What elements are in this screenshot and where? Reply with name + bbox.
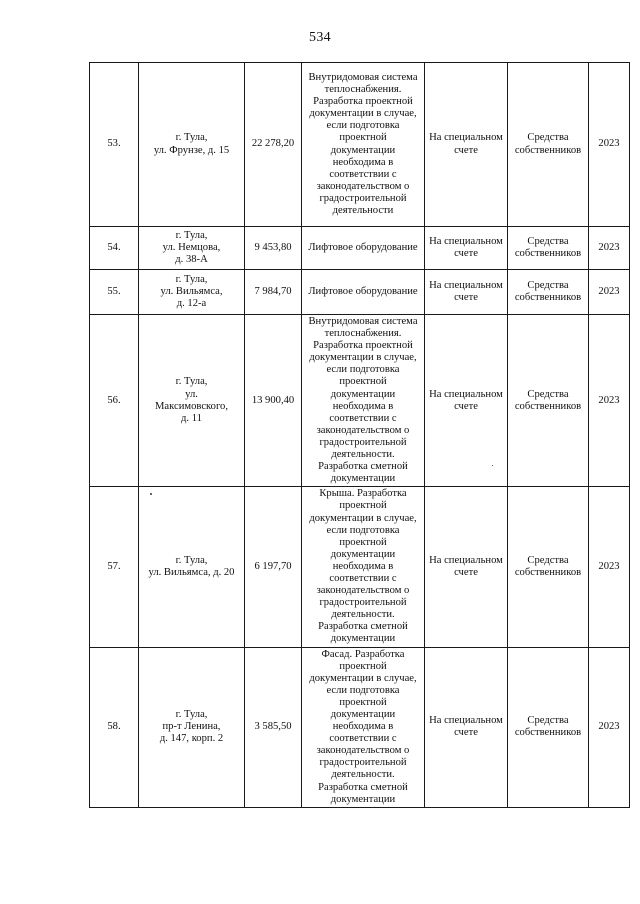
cell-number <box>90 63 139 227</box>
cell-work-type-line: теплоснабжения. <box>324 328 402 340</box>
cell-cost-value: 9 453,80 <box>254 241 292 253</box>
cell-work-type-line: если подготовка <box>326 120 400 132</box>
cell-account-line: На специальном <box>429 715 503 727</box>
cell-work-type-line: соответствии с <box>329 572 397 584</box>
cell-cost-value: 7 984,70 <box>254 285 292 297</box>
cell-account-line: счете <box>454 400 478 412</box>
cell-account <box>425 487 508 647</box>
cell-address-line: ул. Вильямса, <box>160 285 223 297</box>
cell-year-value: 2023 <box>598 560 620 572</box>
cell-work-type-line: Фасад. Разработка <box>321 648 405 660</box>
cell-funding-source <box>508 487 589 647</box>
cell-work-type-line: проектной <box>339 660 387 672</box>
cell-account <box>425 315 508 487</box>
cell-year-value: 2023 <box>598 285 620 297</box>
cell-work-type <box>302 227 425 270</box>
cell-address <box>139 63 245 227</box>
cell-work-type-line: документации <box>330 709 396 720</box>
cell-year <box>589 487 630 647</box>
cell-work-type <box>302 487 425 647</box>
cell-account-line: На специальном <box>429 235 503 247</box>
cell-work-type-line: Внутридомовая система <box>308 316 418 327</box>
page-number: 534 <box>309 30 331 45</box>
cell-work-type-line: Разработка сметной <box>318 621 408 633</box>
cell-work-type <box>302 63 425 227</box>
cell-funding-source-line: собственников <box>514 566 582 578</box>
cell-address-line: Максимовского, <box>155 400 228 412</box>
cell-account-line: счете <box>454 727 478 739</box>
cell-account-line: На специальном <box>429 554 503 566</box>
cell-work-type-line: если подготовка <box>326 684 400 696</box>
cell-work-type-line: документации в случае, <box>309 108 417 120</box>
cell-funding-source-line: собственников <box>514 727 582 739</box>
cell-work-type-line: деятельности. <box>331 769 395 781</box>
cell-account <box>425 647 508 807</box>
cell-address-line: г. Тула, <box>175 554 208 566</box>
cell-cost <box>245 227 302 270</box>
cell-work-type-line: законодательством о <box>316 745 410 757</box>
cell-number-value: 58. <box>107 721 121 733</box>
cell-account-line: На специальном <box>429 279 503 291</box>
scan-speck <box>150 493 152 495</box>
cell-address-line: ул. <box>185 388 198 400</box>
cell-number <box>90 227 139 270</box>
cell-address <box>139 487 245 647</box>
cell-work-type-line: градостроительной <box>319 757 407 769</box>
cell-funding-source-line: Средства <box>527 715 569 727</box>
cell-year-value: 2023 <box>598 138 620 150</box>
cell-work-type-line: документации <box>330 548 396 560</box>
cell-funding-source-line: собственников <box>514 292 582 303</box>
cell-work-type-line: если подготовка <box>326 364 400 376</box>
cell-year <box>589 227 630 270</box>
cell-address-line: д. 38-А <box>175 254 208 266</box>
cell-work-type-line: если подготовка <box>326 524 400 536</box>
table-row <box>90 487 630 647</box>
cell-account-line: счете <box>454 144 478 156</box>
cell-account-line: На специальном <box>429 132 503 144</box>
cell-year <box>589 63 630 227</box>
cell-year <box>589 647 630 807</box>
table-row <box>90 270 630 315</box>
cell-work-type-line: необходима в <box>332 400 394 412</box>
cell-work-type-line: градостроительной <box>319 192 407 204</box>
cell-work-type-line: соответствии с <box>329 412 397 424</box>
cell-address-line: ул. Вильямса, д. 20 <box>148 566 235 578</box>
cell-account-line: счете <box>454 566 478 578</box>
cell-address <box>139 647 245 807</box>
cell-work-type-line: деятельности <box>332 204 394 216</box>
cell-number <box>90 270 139 315</box>
cell-work-type <box>302 647 425 807</box>
cell-work-type-line: документации <box>330 388 396 400</box>
cell-work-type-line: документации в случае, <box>309 352 417 364</box>
cell-number-value: 53. <box>107 138 121 150</box>
cell-cost-value: 3 585,50 <box>254 721 292 733</box>
cell-address-line: г. Тула, <box>175 273 208 285</box>
cell-number-value: 55. <box>107 285 121 297</box>
cell-address <box>139 270 245 315</box>
cell-funding-source <box>508 63 589 227</box>
cell-funding-source-line: собственников <box>514 248 582 259</box>
cell-cost <box>245 647 302 807</box>
cell-work-type-line: необходима в <box>332 560 394 572</box>
cell-year <box>589 270 630 315</box>
cell-account-line: счете <box>454 248 478 259</box>
cell-number-value: 56. <box>107 394 121 406</box>
cell-address <box>139 315 245 487</box>
cell-work-type-line: соответствии с <box>329 733 397 745</box>
cell-funding-source-line: Средства <box>527 554 569 566</box>
cell-address-line: г. Тула, <box>175 229 208 241</box>
cell-funding-source-line: Средства <box>527 388 569 400</box>
cell-year <box>589 315 630 487</box>
cell-work-type-line: деятельности. <box>331 609 395 621</box>
cell-year-value: 2023 <box>598 241 620 253</box>
cell-work-type-line: Лифтовое оборудование <box>308 285 418 297</box>
cell-work-type-line: деятельности. <box>331 449 395 461</box>
cell-work-type-line: законодательством о <box>316 180 410 192</box>
cell-number <box>90 487 139 647</box>
cell-number-value: 57. <box>107 560 121 572</box>
cell-work-type-line: проектной <box>339 696 387 708</box>
cell-cost-value: 13 900,40 <box>251 394 295 406</box>
cell-work-type-line: Разработка проектной <box>313 340 413 352</box>
cell-address-line: ул. Немцова, <box>162 241 221 253</box>
cell-work-type-line: проектной <box>339 132 387 144</box>
cell-address-line: г. Тула, <box>175 132 208 144</box>
scan-speck <box>492 465 493 466</box>
cell-work-type-line: Крыша. Разработка <box>319 488 407 500</box>
cell-funding-source <box>508 227 589 270</box>
cell-address-line: г. Тула, <box>175 376 208 388</box>
cell-work-type-line: Разработка сметной <box>318 461 408 473</box>
cell-work-type-line: документации в случае, <box>309 512 417 524</box>
cell-work-type-line: соответствии с <box>329 168 397 180</box>
cell-address-line: д. 147, корп. 2 <box>159 733 224 745</box>
cell-work-type-line: документации <box>330 633 396 645</box>
cell-cost-value: 6 197,70 <box>254 560 292 572</box>
cell-work-type-line: законодательством о <box>316 585 410 597</box>
table-row <box>90 63 630 227</box>
cell-number <box>90 647 139 807</box>
cell-work-type-line: проектной <box>339 500 387 512</box>
table-row <box>90 315 630 487</box>
cell-year-value: 2023 <box>598 721 620 733</box>
cell-work-type-line: Внутридомовая система <box>308 71 418 83</box>
cell-work-type <box>302 270 425 315</box>
cell-address <box>139 227 245 270</box>
cell-funding-source-line: Средства <box>527 132 569 144</box>
cell-work-type-line: законодательством о <box>316 424 410 436</box>
cell-funding-source <box>508 647 589 807</box>
cell-address-line: пр-т Ленина, <box>162 721 221 733</box>
cell-work-type-line: градостроительной <box>319 597 407 609</box>
cell-cost <box>245 63 302 227</box>
cell-work-type-line: документации <box>330 473 396 485</box>
cell-work-type-line: Лифтовое оборудование <box>308 241 418 253</box>
cell-year-value: 2023 <box>598 394 620 406</box>
cell-funding-source-line: Средства <box>527 235 569 247</box>
cell-work-type-line: теплоснабжения. <box>324 84 402 96</box>
cell-funding-source-line: Средства <box>527 279 569 291</box>
cell-funding-source-line: собственников <box>514 400 582 412</box>
cell-cost <box>245 270 302 315</box>
cell-work-type-line: необходима в <box>332 156 394 168</box>
cell-cost-value: 22 278,20 <box>251 138 295 150</box>
cell-work-type-line: Разработка сметной <box>318 781 408 793</box>
cell-address-line: д. 12-а <box>176 298 207 310</box>
cell-cost <box>245 487 302 647</box>
cell-number <box>90 315 139 487</box>
cell-address-line: д. 11 <box>181 412 202 424</box>
table-body <box>90 63 630 808</box>
cell-work-type-line: документации <box>330 144 396 156</box>
cell-funding-source-line: собственников <box>514 144 582 156</box>
cell-account <box>425 63 508 227</box>
table-row <box>90 647 630 807</box>
cell-work-type-line: градостроительной <box>319 436 407 448</box>
cell-work-type <box>302 315 425 487</box>
cell-work-type-line: документации в случае, <box>309 672 417 684</box>
cell-address-line: ул. Фрунзе, д. 15 <box>153 144 230 156</box>
cell-work-type-line: Разработка проектной <box>313 96 413 108</box>
cell-funding-source <box>508 270 589 315</box>
table-row <box>90 227 630 270</box>
cell-work-type-line: документации <box>330 793 396 805</box>
cell-account-line: На специальном <box>429 388 503 400</box>
cell-account-line: счете <box>454 292 478 303</box>
cell-funding-source <box>508 315 589 487</box>
cell-cost <box>245 315 302 487</box>
cell-work-type-line: проектной <box>339 536 387 548</box>
cell-work-type-line: проектной <box>339 376 387 388</box>
cell-work-type-line: необходима в <box>332 721 394 733</box>
cell-account <box>425 227 508 270</box>
cell-number-value: 54. <box>107 241 121 253</box>
cell-address-line: г. Тула, <box>175 709 208 720</box>
repair-program-table <box>89 62 630 808</box>
cell-account <box>425 270 508 315</box>
